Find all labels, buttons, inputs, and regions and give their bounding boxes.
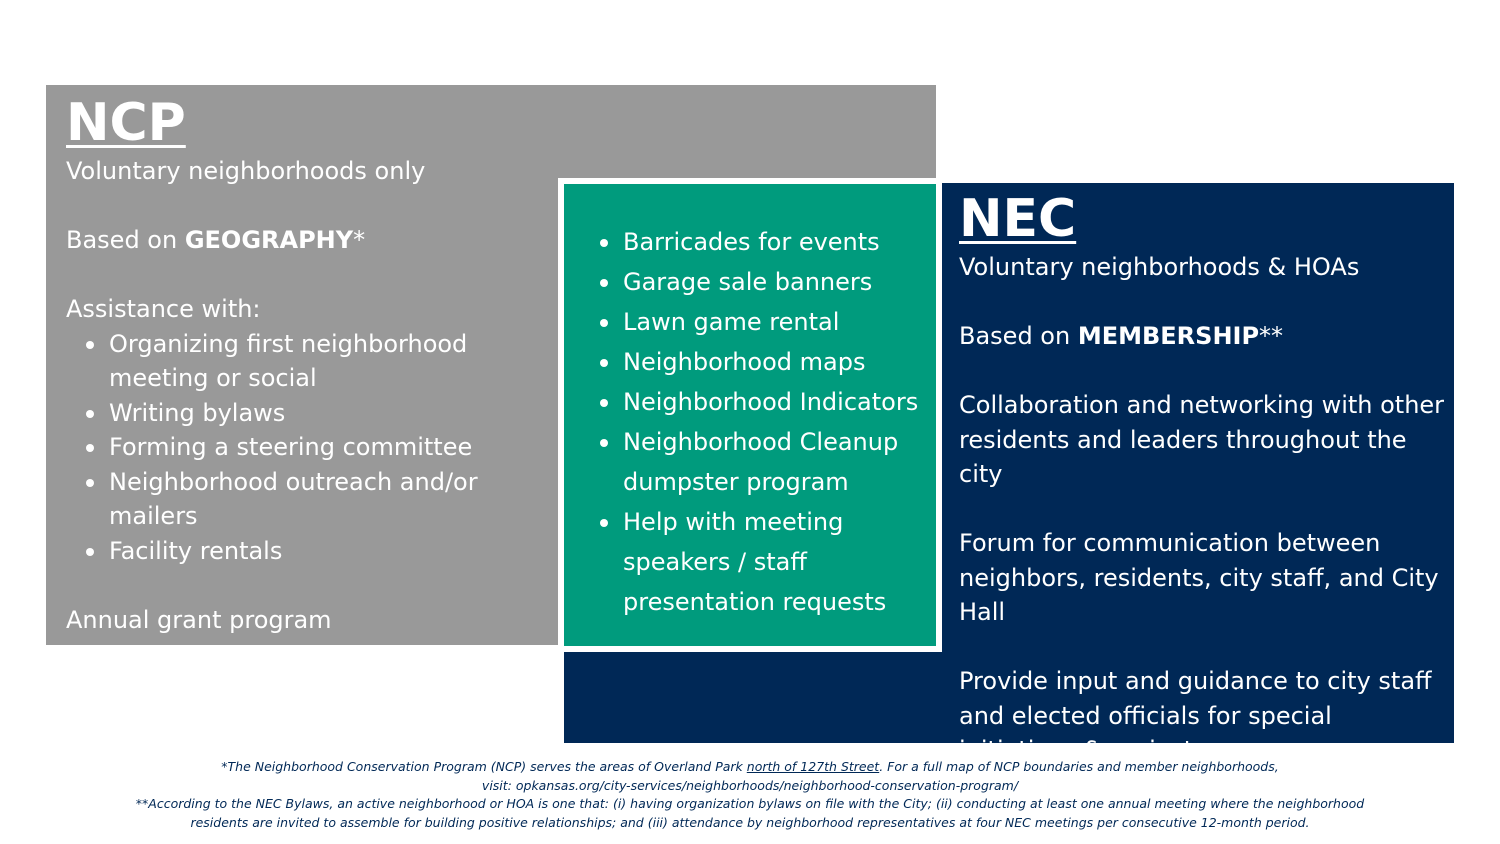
nec-content [959,188,1449,768]
nec-paragraph: Provide input and guidance to city staff and elected officials for special initiatives & projects [959,667,1432,764]
ncp-basis-keyword: GEOGRAPHY [184,226,354,254]
list-item: Neighborhood maps [580,342,930,382]
ncp-basis [66,223,546,258]
list-item: Neighborhood Indicators [580,382,930,422]
list-item: Facility rentals [66,534,546,569]
ncp-grant: Annual grant program [66,605,332,634]
footnotes [100,758,1400,832]
ncp-basis-prefix: Based on [66,226,185,254]
nec-basis-keyword: MEMBERSHIP [1077,322,1260,350]
ncp-footnote-text-end: . For a full map of NCP boundaries and member neighborhoods, [879,759,1279,774]
list-item: Forming a steering committee [66,430,546,465]
nec-paragraph: Forum for communication between neighbors, residents, city staff, and City Hall [959,529,1439,626]
nec-subtitle: Voluntary neighborhoods & HOAs [959,253,1360,281]
nec-frame-top [941,177,1460,183]
ncp-assistance-list [66,327,546,569]
list-item: Help with meeting speakers / staff presentation requests [580,502,930,622]
ncp-assistance-label: Assistance with: [66,295,261,323]
ncp-footnote-text: *The Neighborhood Conservation Program (NCP) serves the areas of Overland Park [221,759,747,774]
shared-list [580,222,930,622]
nec-footnote-line: residents are invited to assemble for building positive relationships; and (iii) attendance by neighborhood representatives at four NEC meetings per consecutive 12-month period. [190,814,1310,830]
ncp-footnote-url: visit: opkansas.org/city-services/neighborhoods/neighborhood-conservation-program/ [481,777,1019,793]
list-item: Lawn game rental [580,302,930,342]
list-item: Garage sale banners [580,262,930,302]
nec-title: NEC [959,189,1077,249]
list-item: Barricades for events [580,222,930,262]
nec-basis-suffix: ** [1259,322,1284,350]
nec-footnote-line: **According to the NEC Bylaws, an active neighborhood or HOA is one that: (i) having organization bylaws on file with the City; (ii) conducting at least one annual meeting where the neighborhood [135,796,1365,811]
ncp-title: NCP [66,93,186,153]
ncp-basis-suffix: * [353,226,366,254]
ncp-footnote-link[interactable]: north of 127th Street [746,759,880,774]
list-item: Writing bylaws [66,396,546,431]
list-item: Neighborhood outreach and/or mailers [66,465,546,534]
nec-basis-prefix: Based on [959,322,1078,350]
ncp-footnote [100,758,1400,777]
nec-frame-right [1454,177,1460,749]
nec-paragraph: Collaboration and networking with other residents and leaders throughout the city [959,391,1445,488]
list-item: Organizing first neighborhood meeting or social [66,327,546,396]
list-item: Neighborhood Cleanup dumpster program [580,422,930,502]
ncp-content [66,92,546,637]
ncp-subtitle: Voluntary neighborhoods only [66,157,426,185]
shared-content [580,222,930,622]
nec-basis [959,319,1449,354]
